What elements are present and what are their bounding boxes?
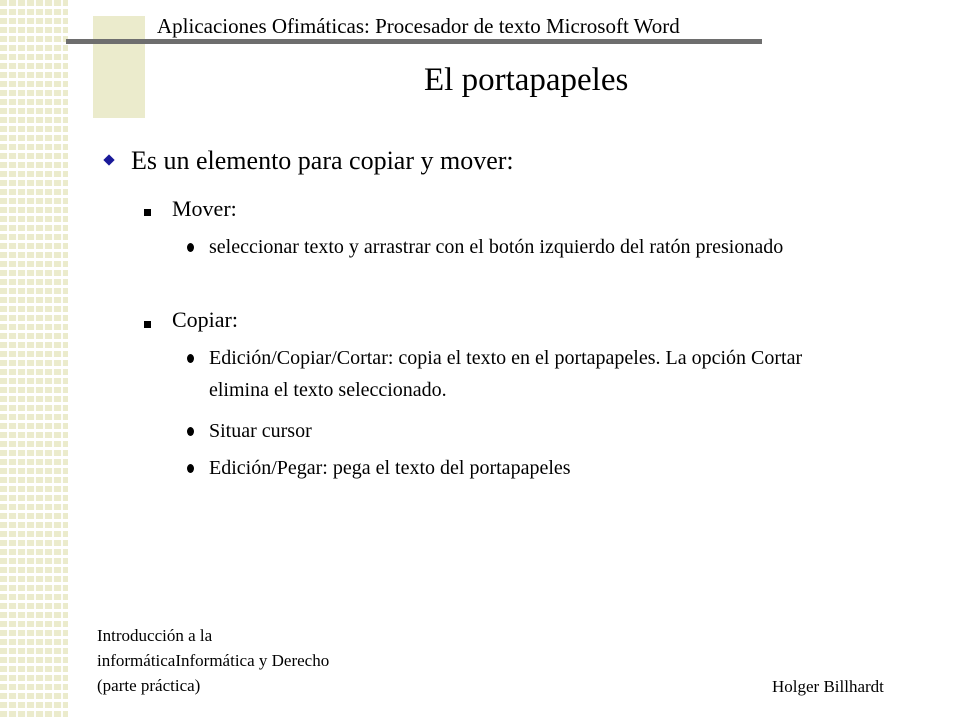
main-bullet-text: Es un elemento para copiar y mover: (131, 146, 514, 175)
list-item: Edición/Pegar: pega el texto del portapapeles (209, 457, 571, 479)
header-rule (66, 39, 762, 44)
round-bullet-icon (187, 243, 194, 252)
list-item: Edición/Copiar/Cortar: copia el texto en el portapapeles. La opción Cortar elimina el texto seleccionado. (209, 347, 803, 401)
slide-title: El portapapeles (424, 62, 629, 98)
list-item: Situar cursor (209, 420, 312, 442)
footer-author: Holger Billhardt (772, 677, 884, 696)
section-label-copiar: Copiar: (172, 307, 238, 332)
section-label-mover: Mover: (172, 196, 237, 221)
list-item: seleccionar texto y arrastrar con el botón izquierdo del ratón presionado (209, 236, 784, 258)
course-header: Aplicaciones Ofimáticas: Procesador de texto Microsoft Word (157, 14, 680, 38)
round-bullet-icon (187, 354, 194, 363)
footer-line: (parte práctica) (97, 676, 201, 695)
square-bullet-icon (144, 209, 151, 216)
round-bullet-icon (187, 464, 194, 473)
round-bullet-icon (187, 427, 194, 436)
footer-line: informáticaInformática y Derecho (97, 651, 330, 670)
left-stripe-overlay (0, 0, 68, 720)
footer-course-info (97, 623, 417, 698)
square-bullet-icon (144, 321, 151, 328)
header-accent-block (93, 16, 145, 118)
footer-line: Introducción a la (97, 626, 213, 645)
diamond-bullet-icon (103, 154, 114, 165)
